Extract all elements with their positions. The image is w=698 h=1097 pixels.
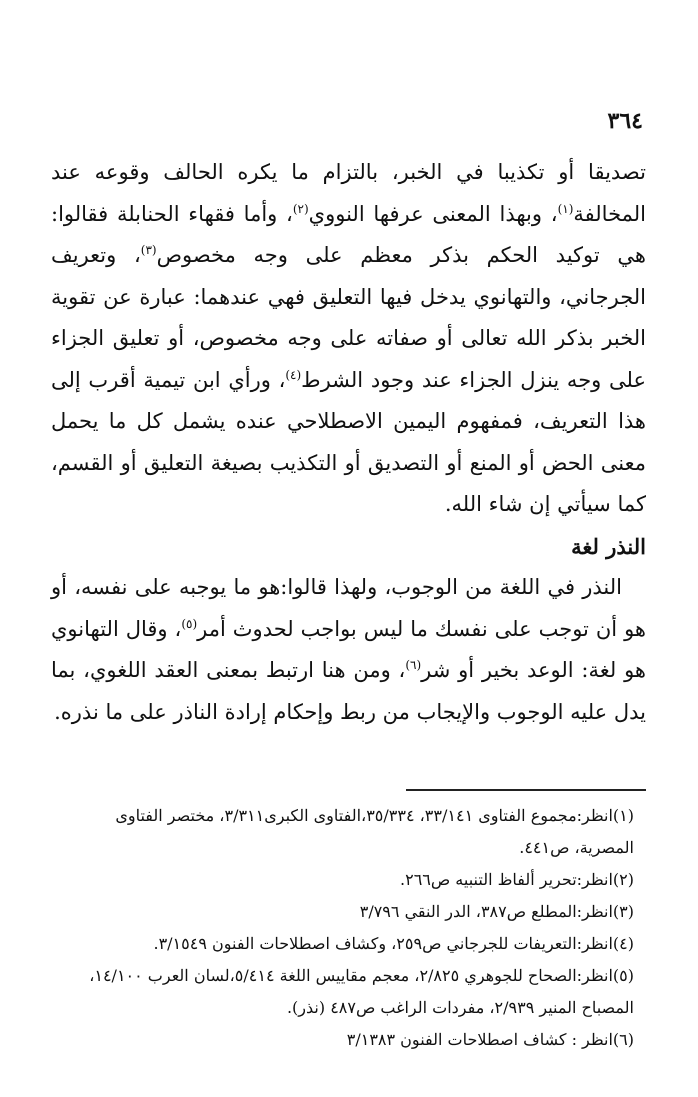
paragraph-text: ، وأما فقهاء الحنابلة فقالوا: هي توكيد الحكم بذكر معظم على وجه مخصوص	[51, 201, 646, 267]
footnote-1	[51, 800, 646, 864]
footnote-text: انظر:الصحاح للجوهري ٢/٨٢٥، معجم مقاييس اللغة ٥/٤١٤،لسان العرب ١٤/١٠٠، المصباح المنير ٢/٩٣٩، مفردات الراغب ص٤٨٧ (نذر).	[89, 966, 634, 1017]
footnote-ref-2[interactable]: (٢)	[292, 201, 309, 216]
footnote-number: (٣)	[612, 902, 634, 921]
footnotes	[51, 800, 646, 1056]
paragraph-text: تصديقا أو تكذيبا في الخبر، بالتزام ما يكره الحالف وقوعه عند المخالفة	[51, 160, 647, 226]
section-heading: النذر لغة	[571, 533, 646, 559]
footnote-number: (١)	[612, 806, 634, 825]
footnote-ref-5[interactable]: (٥)	[181, 616, 198, 631]
footnote-ref-3[interactable]: (٣)	[140, 243, 157, 257]
footnote-ref-4[interactable]: (٤)	[285, 367, 302, 382]
footnote-text: انظر : كشاف اصطلاحات الفنون ٣/١٣٨٣	[346, 1030, 613, 1049]
paragraph-vow-linguistic	[51, 567, 646, 733]
footnote-text: انظر:المطلع ص٣٨٧، الدر النقي ٣/٧٩٦	[359, 902, 613, 921]
paragraph-text: ، ورأي ابن تيمية أقرب إلى هذا التعريف، فمفهوم اليمين الاصطلاحي عنده يشمل كل ما يحمل معنى الحض أو المنع أو التصديق أو التكذيب بصيغة التعليق أو القسم، كما سيأتي إن شاء الله.	[51, 367, 646, 516]
footnote-separator	[406, 789, 646, 791]
main-text	[51, 152, 646, 733]
paragraph-text: ، ومن هنا ارتبط بمعنى العقد اللغوي، بما يدل عليه الوجوب والإيجاب من ربط وإحكام إرادة الناذر على ما نذره.	[51, 658, 646, 724]
footnote-number: (٢)	[612, 870, 634, 889]
page-number: ٣٦٤	[607, 108, 643, 134]
footnote-text: انظر:مجموع الفتاوى ٣٣/١٤١، ٣٥/٣٣٤،الفتاوى الكبرى٣/٣١١، مختصر الفتاوى المصرية، ص٤٤١.	[115, 806, 634, 857]
footnote-ref-1[interactable]: (١)	[557, 201, 574, 216]
footnote-3	[51, 896, 646, 928]
footnote-2	[51, 864, 646, 896]
footnote-number: (٥)	[612, 966, 634, 985]
paragraph-text: ، وقال التهانوي هو لغة: الوعد بخير أو شر	[51, 616, 646, 682]
paragraph-text: ، وبهذا المعنى عرفها النووي	[308, 201, 558, 226]
footnote-text: انظر:التعريفات للجرجاني ص٢٥٩، وكشاف اصطلاحات الفنون ٣/١٥٤٩.	[153, 934, 613, 953]
footnote-6	[51, 1024, 646, 1056]
footnote-4	[51, 928, 646, 960]
footnote-5	[51, 960, 646, 1024]
footnote-ref-6[interactable]: (٦)	[405, 658, 422, 672]
paragraph-definition-oath	[51, 152, 646, 526]
paragraph-text: النذر في اللغة من الوجوب، ولهذا قالوا:هو ما يوجبه على نفسه، أو هو أن توجب على نفسك ما ليس بواجب لحدوث أمر	[51, 575, 647, 641]
footnote-number: (٦)	[612, 1030, 634, 1049]
footnote-number: (٤)	[612, 934, 634, 953]
footnote-text: انظر:تحرير ألفاظ التنبيه ص٢٦٦.	[400, 870, 613, 889]
paragraph-text: ، وتعريف الجرجاني، والتهانوي يدخل فيها التعليق فهي عندهما: عبارة عن تقوية الخبر بذكر الله تعالى أو صفاته على وجه مخصوص، أو تعليق الجزاء على وجه ينزل الجزاء عند وجود الشرط	[51, 243, 646, 392]
